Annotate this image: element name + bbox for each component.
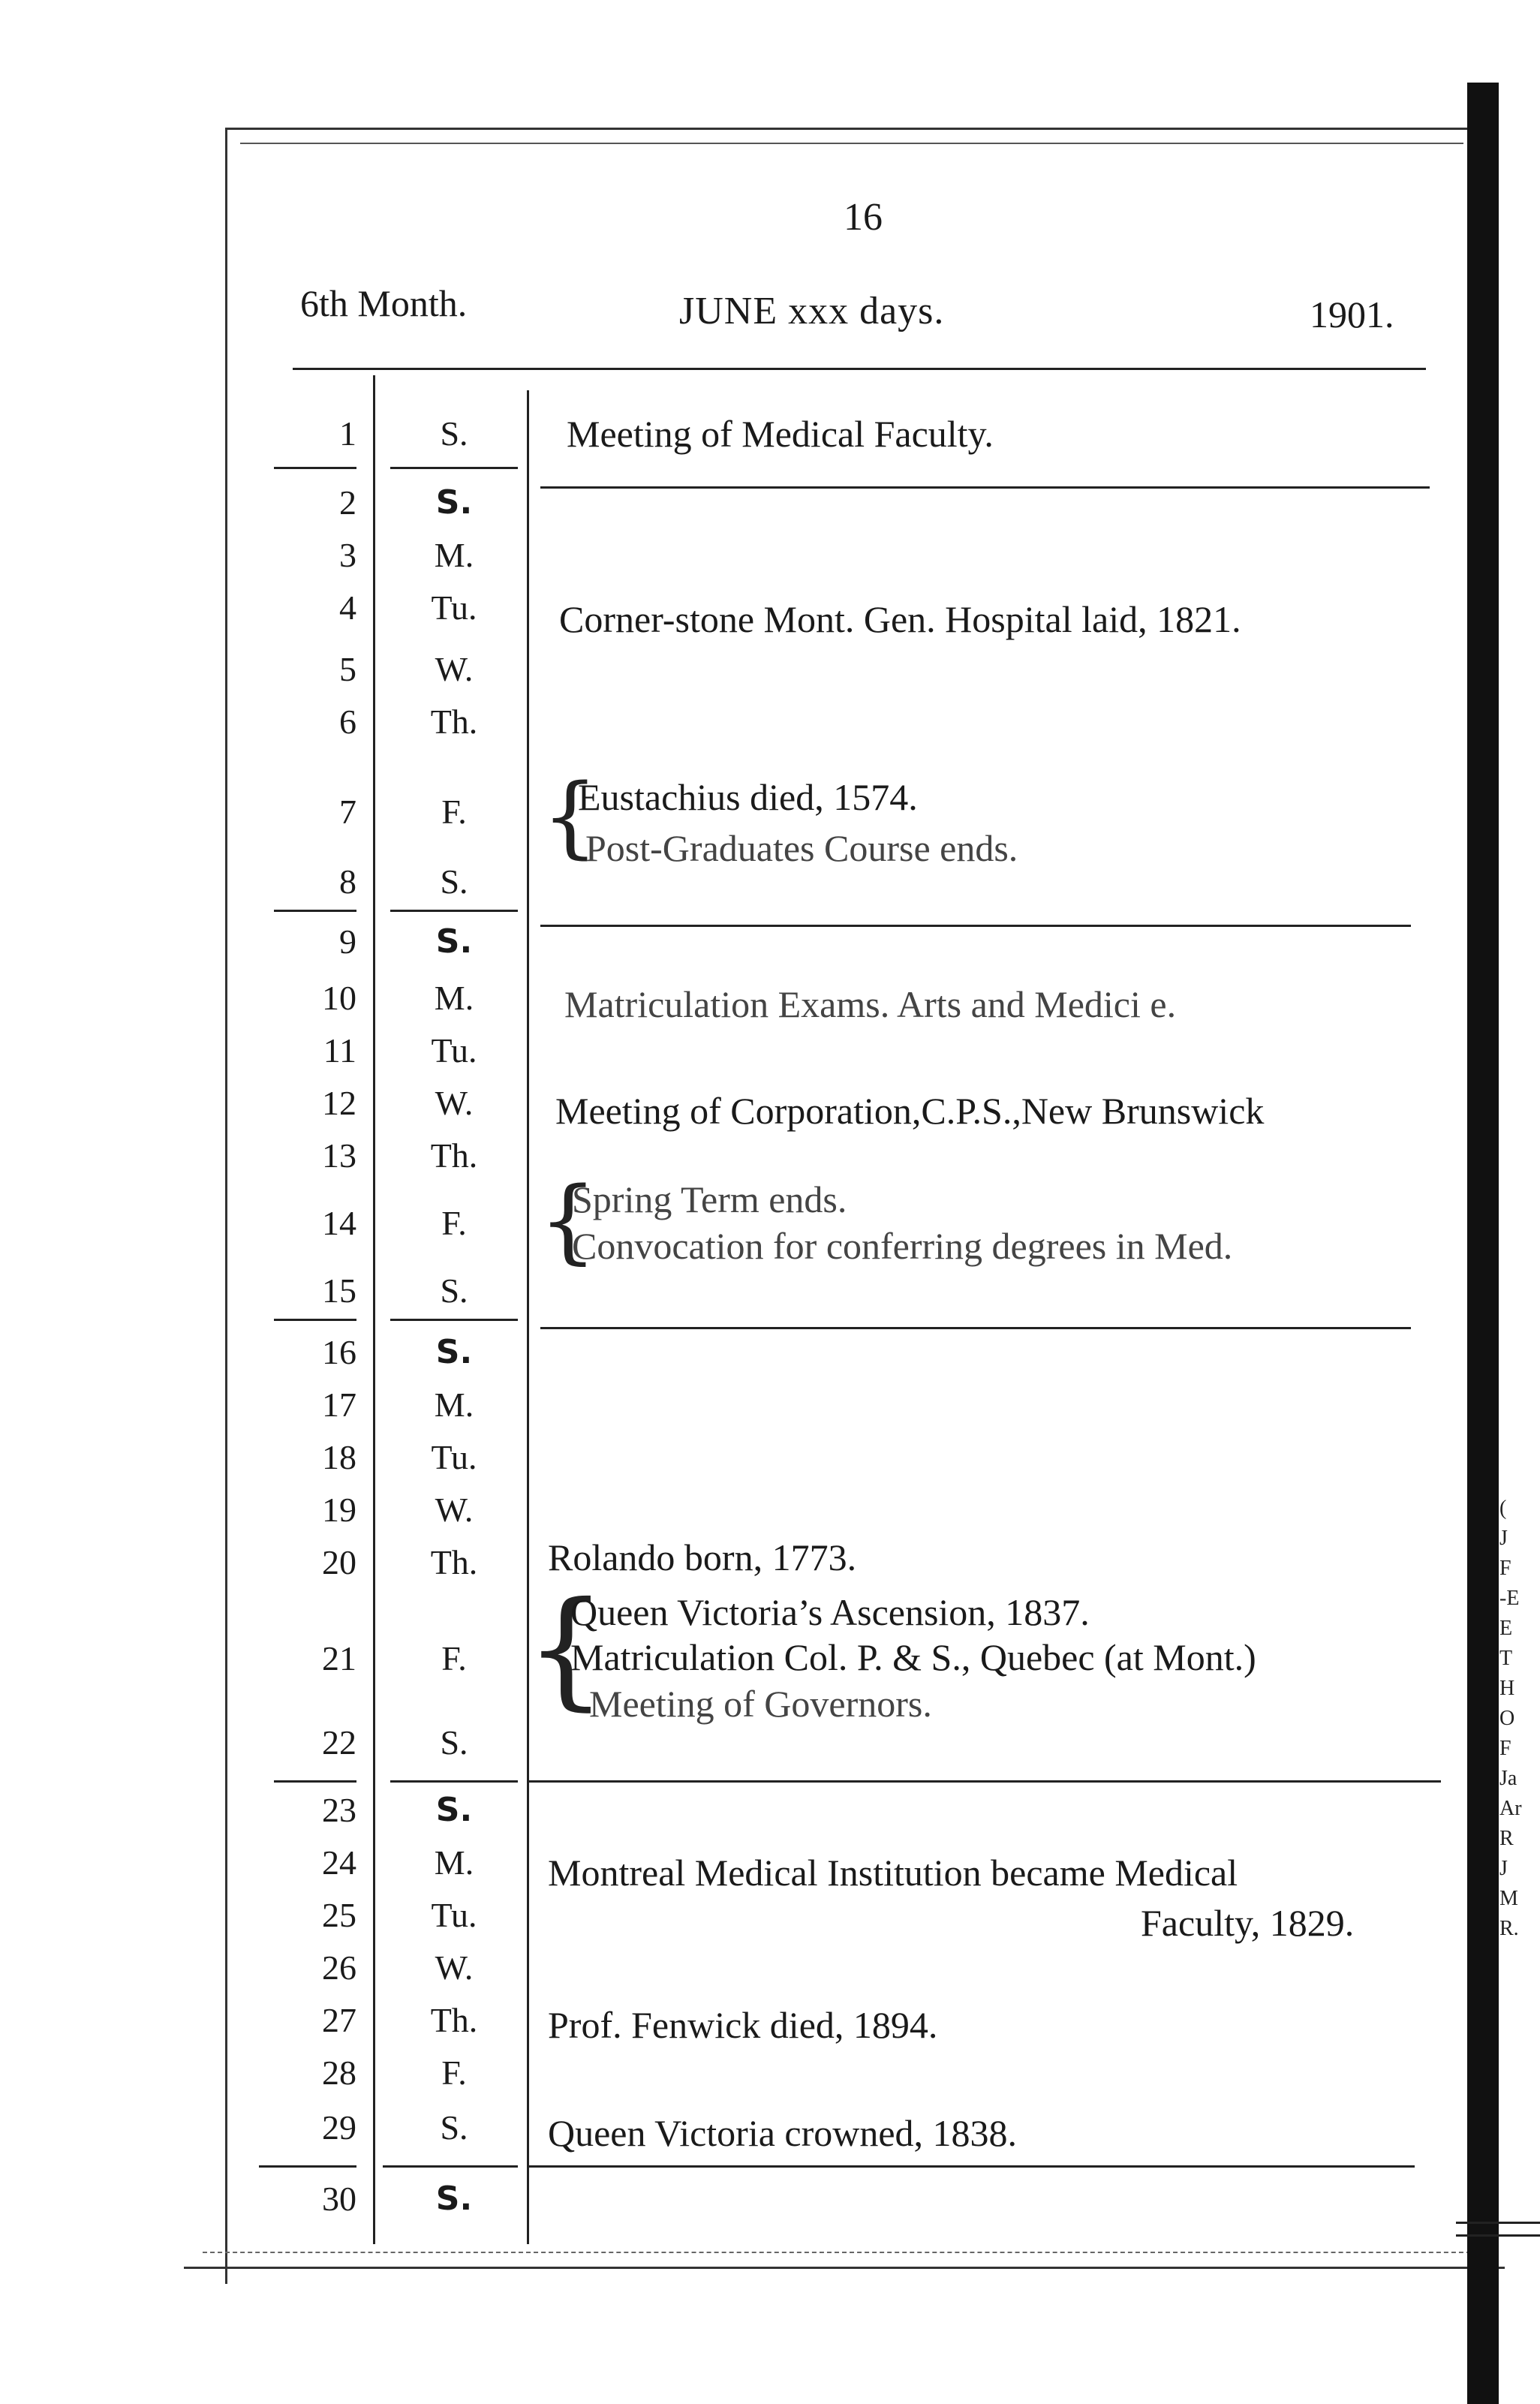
- weekday-label: W.: [435, 1084, 474, 1122]
- day-number: 4: [339, 588, 356, 627]
- margin-fragment: (: [1499, 1497, 1507, 1520]
- day-row: [270, 1488, 1441, 1533]
- day-number: 13: [322, 1136, 356, 1175]
- adjacent-page-fragments: [1499, 1494, 1540, 1944]
- weekday-label: F.: [441, 2053, 467, 2092]
- frame-bottom-dashed-rule: [203, 2252, 1478, 2253]
- weekday-label: F.: [441, 793, 467, 831]
- weekday-label: S.: [440, 414, 468, 453]
- curly-brace: {: [525, 1575, 607, 1723]
- day-row: [270, 2177, 1441, 2222]
- weekday-label: Tu.: [431, 588, 477, 627]
- weekday-label: W.: [435, 1948, 474, 1987]
- weekday-label: F.: [441, 1204, 467, 1242]
- week-rule-event: [540, 1327, 1411, 1329]
- day-number: 27: [322, 2001, 356, 2039]
- week-rule-weekday: [390, 910, 518, 912]
- book-binding-edge: [1467, 83, 1499, 2404]
- day-number: 28: [322, 2053, 356, 2092]
- day-row: [270, 919, 1441, 964]
- weekday-label: Th.: [430, 2001, 478, 2039]
- week-rule-num: [259, 2165, 356, 2168]
- day-number: 9: [339, 922, 356, 961]
- event-entry: Meeting of Governors.: [589, 1683, 932, 1725]
- week-rule-weekday: [390, 1780, 518, 1783]
- margin-fragment: R.: [1499, 1917, 1519, 1940]
- event-entry: Meeting of Medical Faculty.: [567, 413, 994, 455]
- day-number: 15: [322, 1271, 356, 1310]
- weekday-label: S.: [440, 862, 468, 901]
- margin-fragment: O: [1499, 1707, 1515, 1730]
- event-entry: Matriculation Exams. Arts and Medici e.: [564, 983, 1177, 1025]
- weekday-label: S.: [435, 2180, 473, 2218]
- weekday-label: Tu.: [431, 1031, 477, 1070]
- day-number: 23: [322, 1791, 356, 1829]
- event-entry: Queen Victoria crowned, 1838.: [548, 2112, 1018, 2154]
- day-number: 12: [322, 1084, 356, 1122]
- day-row: [270, 1330, 1441, 1375]
- weekday-label: S.: [440, 1271, 468, 1310]
- curly-brace: {: [542, 764, 599, 868]
- day-row: [270, 1028, 1441, 1073]
- margin-fragment: Ja: [1499, 1767, 1517, 1790]
- curly-brace: {: [539, 1167, 597, 1274]
- week-rule-weekday: [383, 2165, 518, 2168]
- day-row: [270, 2050, 1441, 2096]
- day-number: 24: [322, 1843, 356, 1882]
- day-number: 8: [339, 862, 356, 901]
- margin-fragment: J: [1499, 1857, 1508, 1880]
- day-row: [270, 1788, 1441, 1833]
- frame-inner-rule: [240, 143, 1463, 144]
- weekday-label: M.: [434, 536, 474, 574]
- day-number: 19: [322, 1491, 356, 1529]
- day-number: 17: [322, 1386, 356, 1424]
- event-entry: Post-Graduates Course ends.: [585, 827, 1018, 869]
- day-number: 7: [339, 793, 356, 831]
- weekday-label: Tu.: [431, 1438, 477, 1476]
- header-rule: [293, 368, 1426, 370]
- margin-fragment: M: [1499, 1887, 1518, 1910]
- day-row: [270, 1133, 1441, 1178]
- day-number: 10: [322, 979, 356, 1017]
- day-row: [270, 480, 1441, 525]
- week-rule-num: [274, 910, 356, 912]
- day-number: 22: [322, 1723, 356, 1762]
- weekday-label: W.: [435, 650, 474, 688]
- day-number: 2: [339, 483, 356, 522]
- day-row: [270, 700, 1441, 745]
- day-number: 6: [339, 703, 356, 741]
- week-rule-event: [529, 1780, 1441, 1783]
- weekday-label: W.: [435, 1491, 474, 1529]
- day-row: [270, 1720, 1441, 1765]
- day-row: [270, 533, 1441, 578]
- weekday-label: Th.: [430, 703, 478, 741]
- day-number: 21: [322, 1639, 356, 1677]
- day-number: 11: [323, 1031, 356, 1070]
- event-entry: Prof. Fenwick died, 1894.: [548, 2004, 938, 2046]
- page-number: 16: [844, 196, 883, 239]
- day-number: 25: [322, 1896, 356, 1934]
- day-number: 26: [322, 1948, 356, 1987]
- day-row: [270, 1945, 1441, 1990]
- margin-fragment: J: [1499, 1527, 1508, 1550]
- month-title: JUNE xxx days.: [679, 290, 945, 332]
- week-rule-num: [274, 1780, 356, 1783]
- margin-fragment: F: [1499, 1737, 1511, 1760]
- day-row: [270, 647, 1441, 692]
- event-entry: Matriculation Col. P. & S., Quebec (at Mont.): [570, 1636, 1256, 1678]
- event-entry: Corner-stone Mont. Gen. Hospital laid, 1821.: [559, 598, 1241, 640]
- day-number: 5: [339, 650, 356, 688]
- event-entry: Eustachius died, 1574.: [578, 776, 918, 818]
- margin-fragment: R: [1499, 1827, 1514, 1850]
- event-entry: Faculty, 1829.: [1141, 1902, 1355, 1944]
- week-rule-num: [274, 1319, 356, 1321]
- weekday-label: F.: [441, 1639, 467, 1677]
- weekday-label: S.: [440, 1723, 468, 1762]
- event-entry: Rolando born, 1773.: [548, 1536, 857, 1578]
- event-entry: Meeting of Corporation,C.P.S.,New Brunswick: [555, 1090, 1265, 1132]
- week-rule-weekday: [390, 1319, 518, 1321]
- frame-bottom-rule: [184, 2267, 1505, 2269]
- weekday-label: S.: [435, 1791, 473, 1829]
- weekday-label: S.: [440, 2108, 468, 2147]
- day-number: 20: [322, 1543, 356, 1581]
- margin-fragment: T: [1499, 1647, 1513, 1670]
- weekday-label: M.: [434, 1843, 474, 1882]
- day-number: 18: [322, 1438, 356, 1476]
- day-row: [270, 1383, 1441, 1428]
- day-number: 16: [322, 1333, 356, 1371]
- day-number: 3: [339, 536, 356, 574]
- event-entry: Convocation for conferring degrees in Med.: [572, 1225, 1233, 1267]
- month-label: 6th Month.: [300, 282, 468, 324]
- week-rule-weekday: [390, 467, 518, 469]
- day-row: [270, 1435, 1441, 1480]
- weekday-label: M.: [434, 1386, 474, 1424]
- margin-fragment: E: [1499, 1617, 1513, 1640]
- margin-fragment: H: [1499, 1677, 1515, 1700]
- day-number: 1: [339, 414, 356, 453]
- margin-fragment: -E: [1499, 1587, 1520, 1610]
- weekday-label: M.: [434, 979, 474, 1017]
- weekday-label: S.: [435, 1333, 473, 1371]
- day-number: 29: [322, 2108, 356, 2147]
- week-rule-num: [274, 467, 356, 469]
- margin-fragment: Ar: [1499, 1797, 1522, 1820]
- weekday-label: Th.: [430, 1136, 478, 1175]
- event-entry: Queen Victoria’s Ascension, 1837.: [570, 1591, 1090, 1633]
- week-rule-event: [529, 2165, 1415, 2168]
- day-number: 30: [322, 2180, 356, 2218]
- weekday-label: S.: [435, 483, 473, 522]
- binding-double-rule: [1456, 2222, 1540, 2237]
- day-number: 14: [322, 1204, 356, 1242]
- event-entry: Spring Term ends.: [572, 1178, 847, 1220]
- event-entry: Montreal Medical Institution became Medical: [548, 1852, 1238, 1894]
- day-row: [270, 1268, 1441, 1313]
- margin-fragment: F: [1499, 1557, 1511, 1580]
- year-label: 1901.: [1310, 293, 1394, 335]
- weekday-label: Tu.: [431, 1896, 477, 1934]
- weekday-label: Th.: [430, 1543, 478, 1581]
- weekday-label: S.: [435, 922, 473, 961]
